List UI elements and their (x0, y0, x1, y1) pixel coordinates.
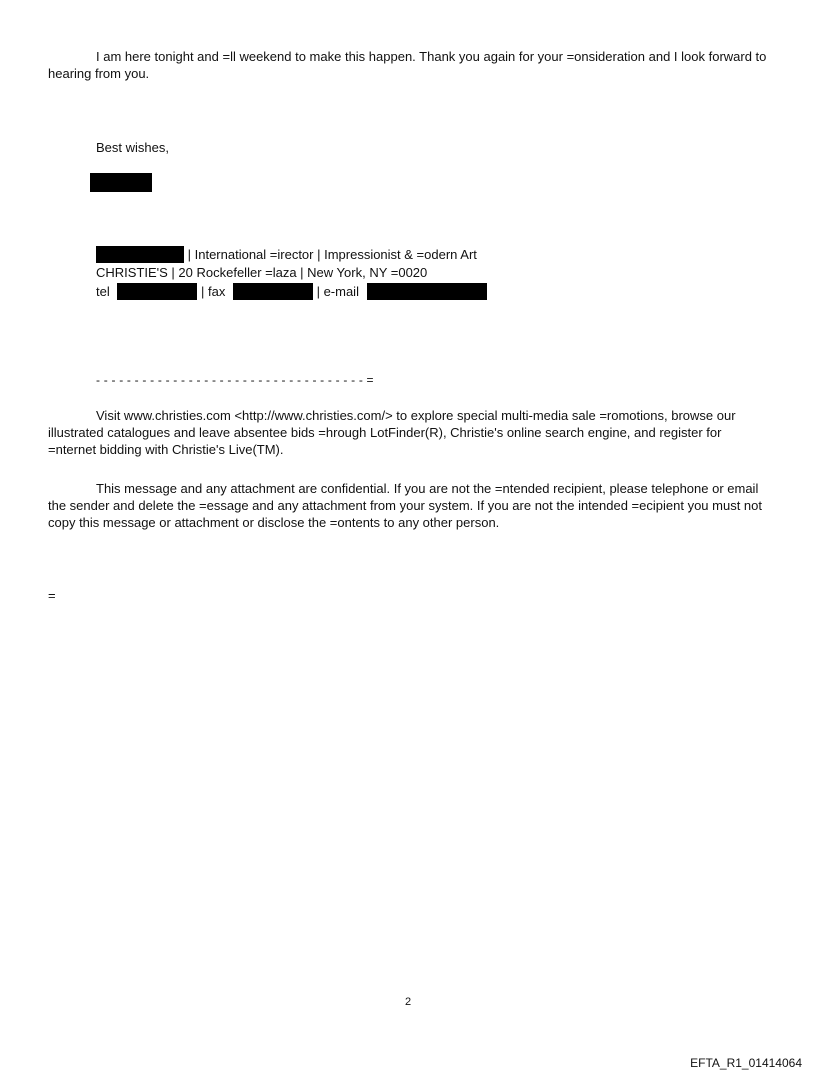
disclaimer-paragraph: This message and any attachment are confidential. If you are not the =ntended recipient, please telephone or email the sender and delete the =essage and any attachment from your system. If you are not the intended =ecipient you must not copy this message or attachment or disclose the =ontents to any other person. (48, 481, 762, 530)
signature-contact-line (96, 283, 487, 300)
redacted-email (367, 283, 487, 300)
separator-line: - - - - - - - - - - - - - - - - - - - - - - - - - - - - - - - - - - - = (96, 373, 374, 387)
fax-label: | fax (200, 284, 226, 299)
signature-title-line (96, 246, 477, 263)
email-label: | e-mail (316, 284, 359, 299)
closing-paragraph: I am here tonight and =ll weekend to make this happen. Thank you again for your =onsideration and I look forward to hearing from you. (48, 49, 767, 81)
trailing-mark: = (48, 588, 56, 603)
page-number: 2 (404, 996, 412, 1008)
redacted-tel (117, 283, 197, 300)
promo-paragraph: Visit www.christies.com <http://www.christies.com/> to explore special multi-media sale =romotions, browse our illustrated catalogues and leave absentee bids =hrough LotFinder(R), Christie's online search engine, and register for =nternet bidding with Christie's Live(TM). (48, 408, 736, 457)
signature-address-line: CHRISTIE'S | 20 Rockefeller =laza | New York, NY =0020 (96, 265, 428, 280)
redacted-fax (233, 283, 313, 300)
redacted-name (96, 246, 184, 263)
sign-off: Best wishes, (96, 140, 169, 155)
document-id: EFTA_R1_01414064 (690, 1056, 802, 1070)
tel-label: tel (96, 284, 110, 299)
redacted-signer-name (90, 173, 152, 192)
signature-title-text: | International =irector | Impressionist & =odern Art (187, 247, 477, 262)
